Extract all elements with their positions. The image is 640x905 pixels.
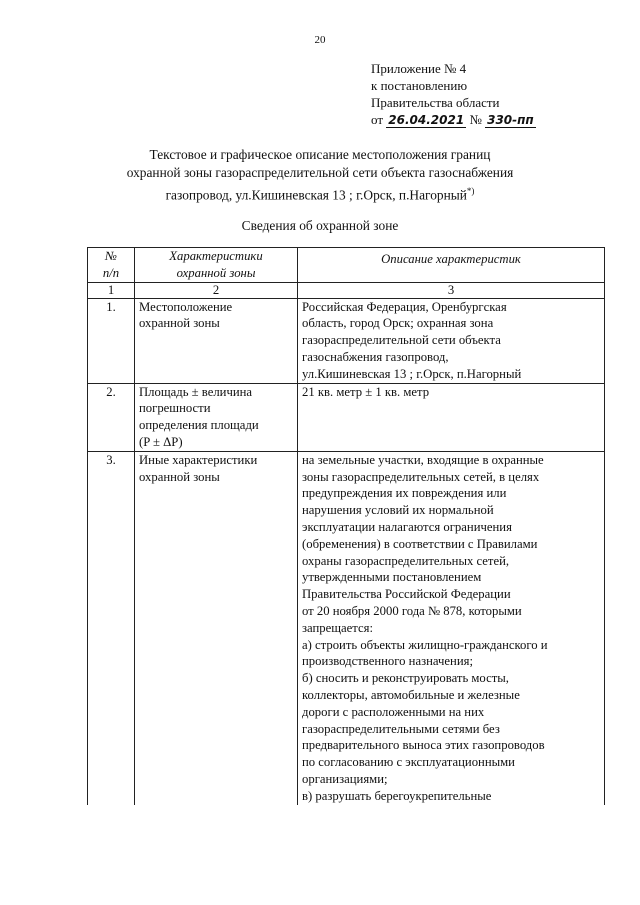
appendix-block xyxy=(371,60,536,128)
index-cell: 1 xyxy=(88,282,135,298)
row-description: на земельные участки, входящие в охранные зоны газораспределительных сетей, в целях предупреждения их повреждения или нарушения условий их нормальной эксплуатации налагаются ограничения (обременения) в соответствии с Правилами охраны газораспределительных сетей, утвержденными постановлением Правительства Российской Федерации от 20 ноября 2000 года № 878, которыми запрещается: а) строить объекты жилищно-гражданского и производственного назначения; б) сносить и реконструировать мосты, коллекторы, автомобильные и железные дороги с расположенными на них газораспределительными сетями без предварительного выноса этих газопроводов по согласованию с эксплуатационными организациями; в) разрушать берегоукрепительные xyxy=(298,451,605,804)
table-row xyxy=(88,383,605,451)
row-description: 21 кв. метр ± 1 кв. метр xyxy=(298,383,605,451)
index-row xyxy=(88,282,605,298)
index-cell: 2 xyxy=(135,282,298,298)
number-label: № xyxy=(469,112,482,127)
document-title xyxy=(60,146,580,204)
table-row xyxy=(88,451,605,804)
protection-zone-table xyxy=(87,247,605,805)
row-description: Российская Федерация, Оренбургская область, город Орск; охранная зона газораспределительной сети объекта газоснабжения газопровод, ул.Кишиневская 13 ; г.Орск, п.Нагорный xyxy=(298,298,605,383)
appendix-line: к постановлению xyxy=(371,78,468,93)
handwritten-number: 330-пп xyxy=(487,113,534,127)
from-label: от xyxy=(371,112,384,127)
header-num: № п/п xyxy=(88,248,135,283)
row-characteristic: Иные характеристики охранной зоны xyxy=(135,451,298,804)
page-number: 20 xyxy=(314,34,326,46)
table-row xyxy=(88,298,605,383)
title-line: Текстовое и графическое описание местоположения границ xyxy=(149,147,491,162)
appendix-line: Правительства области xyxy=(371,95,500,110)
table-header-row xyxy=(88,248,605,283)
title-line: охранной зоны газораспределительной сети объекта газоснабжения xyxy=(126,165,514,180)
header-characteristic: Характеристики охранной зоны xyxy=(135,248,298,283)
row-characteristic: Местоположение охранной зоны xyxy=(135,298,298,383)
row-number: 1. xyxy=(88,298,135,383)
section-subtitle: Сведения об охранной зоне xyxy=(241,218,399,233)
appendix-date-line xyxy=(371,111,536,128)
row-characteristic: Площадь ± величина погрешности определения площади (P ± ΔP) xyxy=(135,383,298,451)
handwritten-date: 26.04.2021 xyxy=(388,113,465,127)
title-line-3: газопровод, ул.Кишиневская 13 ; г.Орск, п.Нагорный*) xyxy=(165,186,475,203)
index-cell: 3 xyxy=(298,282,605,298)
footnote-mark: *) xyxy=(466,186,475,196)
row-number: 2. xyxy=(88,383,135,451)
header-description: Описание характеристик xyxy=(298,248,605,283)
row-number: 3. xyxy=(88,451,135,804)
appendix-line: Приложение № 4 xyxy=(371,61,467,76)
